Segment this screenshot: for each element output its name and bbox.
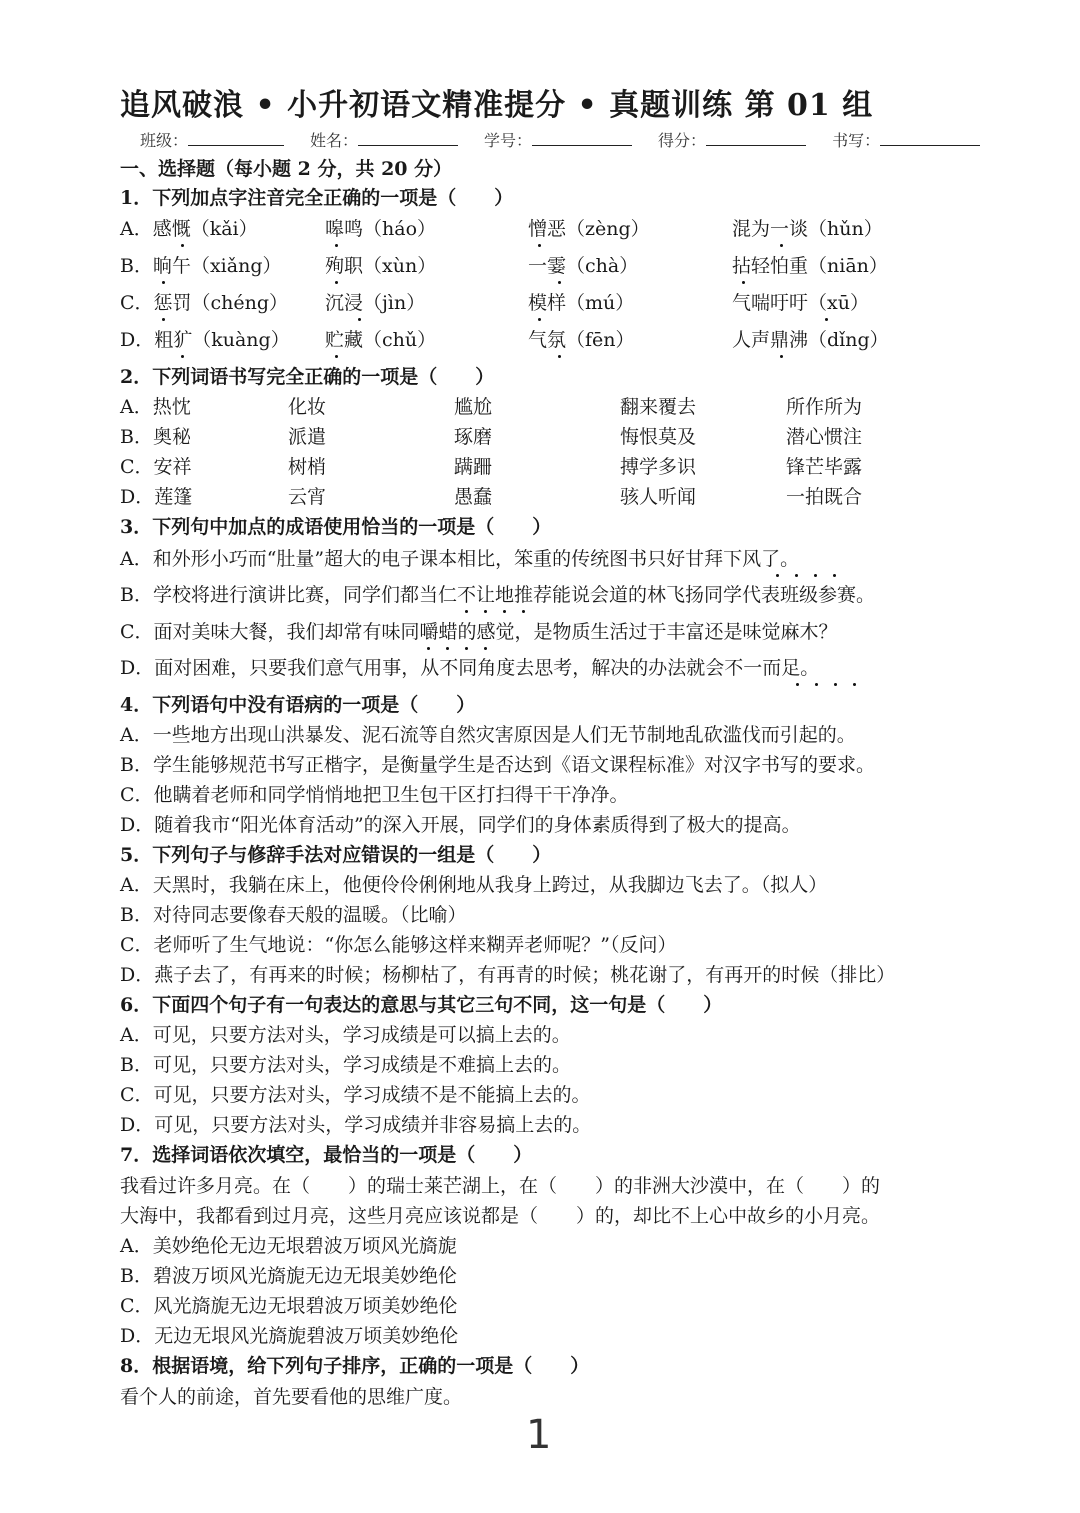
q1-option: 一霎（chà） bbox=[528, 255, 639, 277]
emphasis-dot bbox=[853, 683, 856, 686]
q1-option: 气氛（fēn） bbox=[528, 329, 635, 351]
q1-option: B．晌午（xiǎng） bbox=[120, 255, 282, 277]
emphasis-dot bbox=[162, 318, 165, 321]
emphasis-dot bbox=[780, 355, 783, 358]
q2-option: 琢磨 bbox=[454, 426, 493, 448]
emphasis-dot bbox=[484, 610, 487, 613]
q2-option: 派遣 bbox=[288, 426, 327, 448]
emphasis-dot bbox=[538, 244, 541, 247]
question-2-stem: 2．下列词语书写完全正确的一项是（ ） bbox=[120, 366, 495, 388]
class-field bbox=[140, 128, 284, 151]
q7-option: A．美妙绝伦无边无垠碧波万顷风光旖旎 bbox=[120, 1235, 457, 1257]
question-4-stem: 4．下列语句中没有语病的一项是（ ） bbox=[120, 694, 476, 716]
q3-option: C．面对美味大餐，我们却常有味同嚼蜡的感觉，是物质生活过于丰富还是味觉麻木？ bbox=[120, 621, 838, 643]
q1-option: 模样（mú） bbox=[528, 292, 635, 314]
q3-option: D．面对困难，只要我们意气用事，从不同角度去思考，解决的办法就会不一而足。 bbox=[120, 657, 820, 679]
q1-option: 人声鼎沸（dǐng） bbox=[732, 329, 889, 351]
q2-option: 一拍既合 bbox=[786, 486, 863, 508]
q2-option: B．奥秘 bbox=[120, 426, 191, 448]
q2-option: 悔恨莫及 bbox=[620, 426, 697, 448]
emphasis-dot bbox=[780, 244, 783, 247]
q2-option: 翻来覆去 bbox=[620, 396, 697, 418]
question-7-stem: 7．选择词语依次填空，最恰当的一项是（ ） bbox=[120, 1144, 533, 1166]
emphasis-dot bbox=[776, 574, 779, 577]
q4-option: A．一些地方出现山洪暴发、泥石流等自然灾害原因是人们无节制地乱砍滥伐而引起的。 bbox=[120, 724, 856, 746]
question-1-stem: 1．下列加点字注音完全正确的一项是（ ） bbox=[120, 187, 514, 209]
writing-field bbox=[832, 128, 980, 151]
section-heading: 一、选择题（每小题 2 分，共 20 分） bbox=[120, 158, 453, 180]
score-field bbox=[658, 128, 806, 151]
emphasis-dot bbox=[484, 647, 487, 650]
emphasis-dot bbox=[335, 244, 338, 247]
q2-option: 搏学多识 bbox=[620, 456, 697, 478]
q1-option: D．粗犷（kuàng） bbox=[120, 329, 290, 351]
q7-option: B．碧波万顷风光旖旎无边无垠美妙绝伦 bbox=[120, 1265, 457, 1287]
q2-option: 尴尬 bbox=[454, 396, 493, 418]
emphasis-dot bbox=[465, 610, 468, 613]
emphasis-dot bbox=[358, 318, 361, 321]
q2-option: 所作所为 bbox=[786, 396, 863, 418]
q1-option: 贮藏（chǔ） bbox=[325, 329, 437, 351]
emphasis-dot bbox=[503, 610, 506, 613]
emphasis-dot bbox=[538, 318, 541, 321]
id-blank[interactable] bbox=[532, 131, 632, 146]
q2-option: 愚蠢 bbox=[454, 486, 493, 508]
q1-option: 殉职（xùn） bbox=[325, 255, 437, 277]
emphasis-dot bbox=[742, 281, 745, 284]
q1-option: A．感慨（kǎi） bbox=[120, 218, 258, 240]
student-info-row bbox=[140, 128, 980, 151]
emphasis-dot bbox=[833, 574, 836, 577]
q5-option: D．燕子去了，有再来的时候；杨柳枯了，有再青的时候；桃花谢了，有再开的时候（排比） bbox=[120, 964, 896, 986]
q1-option: 憎恶（zèng） bbox=[528, 218, 650, 240]
question-6-stem: 6．下面四个句子有一句表达的意思与其它三句不同，这一句是（ ） bbox=[120, 994, 723, 1016]
q6-option: A．可见，只要方法对头，学习成绩是可以搞上去的。 bbox=[120, 1024, 571, 1046]
name-blank[interactable] bbox=[358, 131, 458, 146]
emphasis-dot bbox=[522, 610, 525, 613]
writing-blank[interactable] bbox=[880, 131, 980, 146]
q1-option: 混为一谈（hǔn） bbox=[732, 218, 883, 240]
q6-option: D．可见，只要方法对头，学习成绩并非容易搞上去的。 bbox=[120, 1114, 592, 1136]
emphasis-dot bbox=[181, 355, 184, 358]
emphasis-dot bbox=[558, 281, 561, 284]
page-number: 1 bbox=[526, 1412, 552, 1458]
emphasis-dot bbox=[814, 574, 817, 577]
id-field bbox=[484, 128, 632, 151]
q2-option: C．安祥 bbox=[120, 456, 192, 478]
emphasis-dot bbox=[335, 281, 338, 284]
q4-option: D．随着我市“阳光体育活动”的深入开展，同学们的身体素质得到了极大的提高。 bbox=[120, 814, 801, 836]
emphasis-dot bbox=[162, 281, 165, 284]
q5-option: A．天黑时，我躺在床上，他便伶伶俐俐地从我身上跨过，从我脚边飞去了。（拟人） bbox=[120, 874, 828, 896]
q7-passage-line: 我看过许多月亮。在（ ）的瑞士莱芒湖上，在（ ）的非洲大沙漠中，在（ ）的 bbox=[120, 1175, 881, 1197]
score-label: 得分： bbox=[658, 131, 707, 150]
q1-option: 拈轻怕重（niān） bbox=[732, 255, 888, 277]
emphasis-dot bbox=[427, 647, 430, 650]
emphasis-dot bbox=[815, 683, 818, 686]
score-blank[interactable] bbox=[706, 131, 806, 146]
emphasis-dot bbox=[446, 647, 449, 650]
class-blank[interactable] bbox=[188, 131, 284, 146]
q2-option: 云宵 bbox=[288, 486, 327, 508]
question-8-stem: 8．根据语境，给下列句子排序，正确的一项是（ ） bbox=[120, 1355, 590, 1377]
q6-option: C．可见，只要方法对头，学习成绩不是不能搞上去的。 bbox=[120, 1084, 591, 1106]
q7-passage-line: 大海中，我都看到过月亮，这些月亮应该说都是（ ）的，却比不上心中故乡的小月亮。 bbox=[120, 1205, 881, 1227]
q2-option: 潜心惯注 bbox=[786, 426, 863, 448]
q2-option: 骇人听闻 bbox=[620, 486, 697, 508]
q2-option: A．热忱 bbox=[120, 396, 191, 418]
q1-option: 嗥鸣（háo） bbox=[325, 218, 437, 240]
emphasis-dot bbox=[558, 355, 561, 358]
emphasis-dot bbox=[834, 683, 837, 686]
q1-option: C．惩罚（chéng） bbox=[120, 292, 289, 314]
q2-option: 化妆 bbox=[288, 396, 327, 418]
name-field bbox=[310, 128, 458, 151]
q2-option: 锋芒毕露 bbox=[786, 456, 863, 478]
question-5-stem: 5．下列句子与修辞手法对应错误的一组是（ ） bbox=[120, 844, 552, 866]
name-label: 姓名： bbox=[310, 131, 359, 150]
q3-option: A．和外形小巧而“肚量”超大的电子课本相比，笨重的传统图书只好甘拜下风了。 bbox=[120, 548, 800, 570]
class-label: 班级： bbox=[140, 131, 189, 150]
q7-option: C．风光旖旎无边无垠碧波万顷美妙绝伦 bbox=[120, 1295, 458, 1317]
q2-option: 蹒跚 bbox=[454, 456, 493, 478]
q7-option: D．无边无垠风光旖旎碧波万顷美妙绝伦 bbox=[120, 1325, 459, 1347]
q1-option: 沉浸（jìn） bbox=[325, 292, 426, 314]
q1-option: 气喘吁吁（xū） bbox=[732, 292, 869, 314]
q3-option: B．学校将进行演讲比赛，同学们都当仁不让地推荐能说会道的林飞扬同学代表班级参赛。 bbox=[120, 584, 875, 606]
question-3-stem: 3．下列句中加点的成语使用恰当的一项是（ ） bbox=[120, 516, 552, 538]
emphasis-dot bbox=[181, 244, 184, 247]
q4-option: B．学生能够规范书写正楷字，是衡量学生是否达到《语文课程标准》对汉字书写的要求。 bbox=[120, 754, 875, 776]
emphasis-dot bbox=[796, 683, 799, 686]
q8-sentence: 看个人的前途，首先要看他的思维广度。 bbox=[120, 1386, 463, 1408]
q6-option: B．可见，只要方法对头，学习成绩是不难搞上去的。 bbox=[120, 1054, 571, 1076]
q2-option: 树梢 bbox=[288, 456, 327, 478]
id-label: 学号： bbox=[484, 131, 533, 150]
emphasis-dot bbox=[465, 647, 468, 650]
emphasis-dot bbox=[335, 355, 338, 358]
page-title: 追风破浪 • 小升初语文精准提分 • 真题训练 第 01 组 bbox=[120, 88, 874, 123]
emphasis-dot bbox=[795, 574, 798, 577]
q5-option: B．对待同志要像春天般的温暖。（比喻） bbox=[120, 904, 467, 926]
q2-option: D．莲篷 bbox=[120, 486, 193, 508]
writing-label: 书写： bbox=[832, 131, 881, 150]
q5-option: C．老师听了生气地说：“你怎么能够这样来糊弄老师呢？”（反问） bbox=[120, 934, 677, 956]
emphasis-dot bbox=[825, 318, 828, 321]
q4-option: C．他瞒着老师和同学悄悄地把卫生包干区打扫得干干净净。 bbox=[120, 784, 629, 806]
